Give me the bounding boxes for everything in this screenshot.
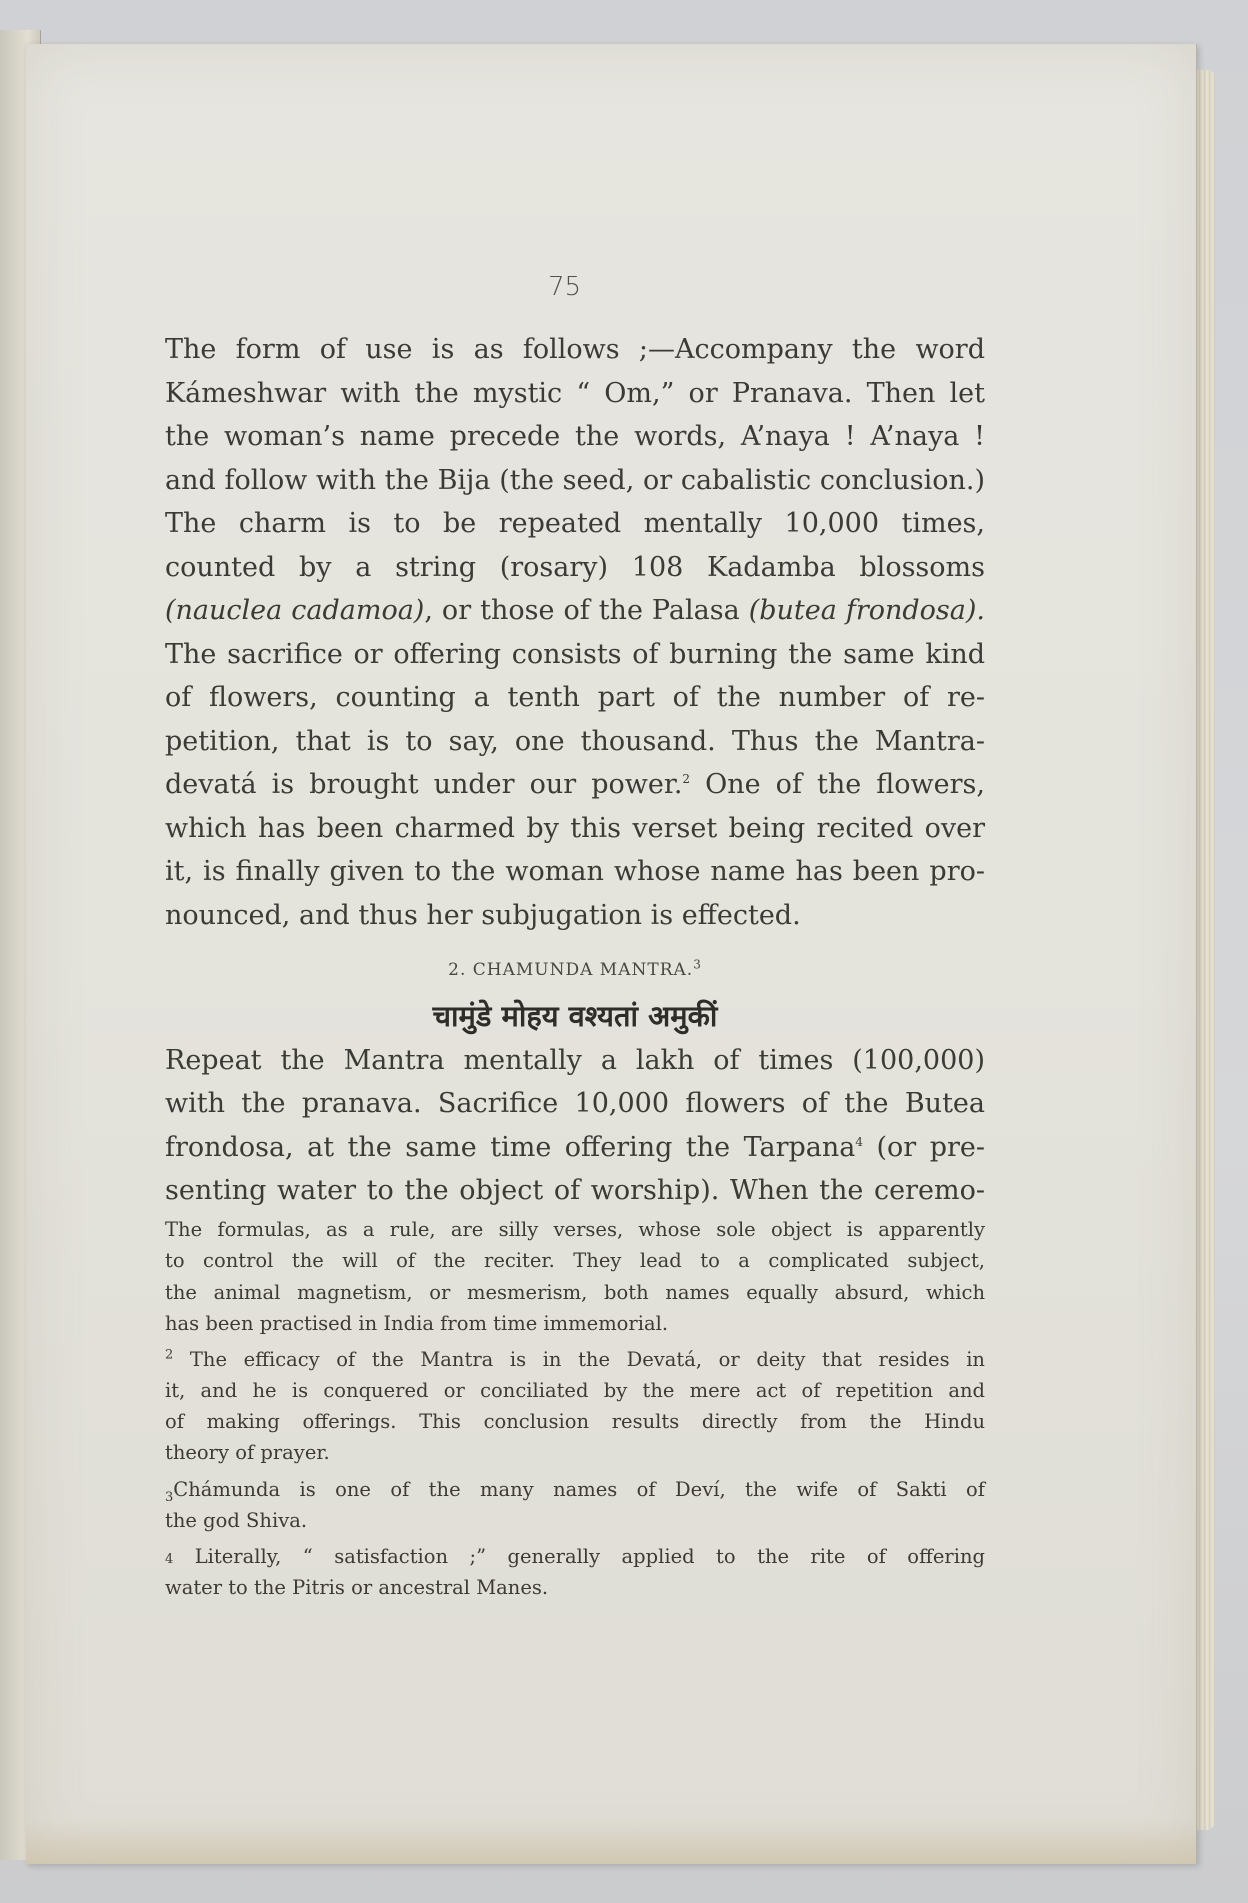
paragraph-line: which has been charmed by this verset being recited over [165,813,985,844]
text-run: frondosa, at the same time offering the Tarpana [165,1132,856,1163]
paragraph-line [165,1131,985,1165]
footnote-ref: 3 [693,957,702,972]
paragraph-line: of flowers, counting a tenth part of the number of re- [165,682,985,713]
mantra-devanagari: चामुंडे मोहय वश्यतां अमुकीं [432,999,718,1033]
paragraph-line: the woman’s name precede the words, A’naya ! A’naya ! [165,421,985,452]
footnote-line: The formulas, as a rule, are silly verses, whose sole object is apparently [165,1218,985,1241]
page-wear [26,1820,1196,1864]
footnote-line: theory of prayer. [165,1441,330,1464]
footnote-ref: 2 [682,772,691,786]
footnote-line [165,1344,985,1375]
paragraph-line: it, is finally given to the woman whose name has been pro- [165,856,985,887]
paragraph-line-italic [165,594,985,628]
footnote-line: has been practised in India from time immemorial. [165,1312,669,1335]
footnote-line: it, and he is conquered or conciliated by the mere act of repetition and [165,1379,985,1402]
botanical-name: (nauclea cadamoa) [165,595,425,626]
text-run: (or pre- [863,1132,985,1163]
paragraph-line: Repeat the Mantra mentally a lakh of times (100,000) [165,1045,985,1076]
paragraph-line: counted by a string (rosary) 108 Kadamba blossoms [165,552,985,583]
footnote-line [165,1541,985,1575]
paragraph-line [165,768,985,802]
text-run: One of the flowers, [690,769,985,800]
botanical-name: (butea frondosa). [748,595,985,626]
paragraph-line: The charm is to be repeated mentally 10,000 times, [165,508,985,539]
footnote-line: water to the Pitris or ancestral Manes. [165,1576,549,1599]
paragraph-line: The sacrifice or offering consists of burning the same kind [165,639,985,670]
footnote-ref: 4 [855,1135,864,1149]
footnote-line: the animal magnetism, or mesmerism, both names equally absurd, which [165,1281,985,1304]
footnote-marker: 3 [165,1489,174,1505]
section-heading [165,957,985,980]
heading-text: 2. CHAMUNDA MANTRA. [448,960,694,980]
footnote-line: to control the will of the reciter. They lead to a complicated subject, [165,1249,985,1272]
text-run: The efficacy of the Mantra is in the Devatá, or deity that resides in [189,1348,985,1371]
text-run: , or those of the Palasa [424,595,749,626]
paragraph-line: and follow with the Bija (the seed, or cabalistic conclusion.) [165,465,985,496]
footnote-marker: 2 [165,1347,174,1363]
paragraph-line: petition, that is to say, one thousand. Thus the Mantra- [165,726,985,757]
paragraph-line: The form of use is as follows ;—Accompany the word [165,334,985,365]
text-run: devatá is brought under our power. [165,769,683,800]
paragraph-line: Kámeshwar with the mystic “ Om,” or Pranava. Then let [165,378,985,409]
footnote-line: the god Shiva. [165,1509,308,1532]
text-run: Literally, “ satisfaction ;” generally applied to the rite of offering [194,1545,985,1568]
paragraph-line: senting water to the object of worship). When the ceremo- [165,1175,985,1206]
footnote-line: of making offerings. This conclusion results directly from the Hindu [165,1410,985,1433]
footnote-marker: 4 [165,1552,174,1567]
paragraph-line: with the pranava. Sacrifice 10,000 flowers of the Butea [165,1088,985,1119]
page-number: 75 [548,272,582,302]
paragraph-line: nounced, and thus her subjugation is effected. [165,900,801,931]
text-run: Chámunda is one of the many names of Deví, the wife of Sakti of [173,1478,985,1501]
